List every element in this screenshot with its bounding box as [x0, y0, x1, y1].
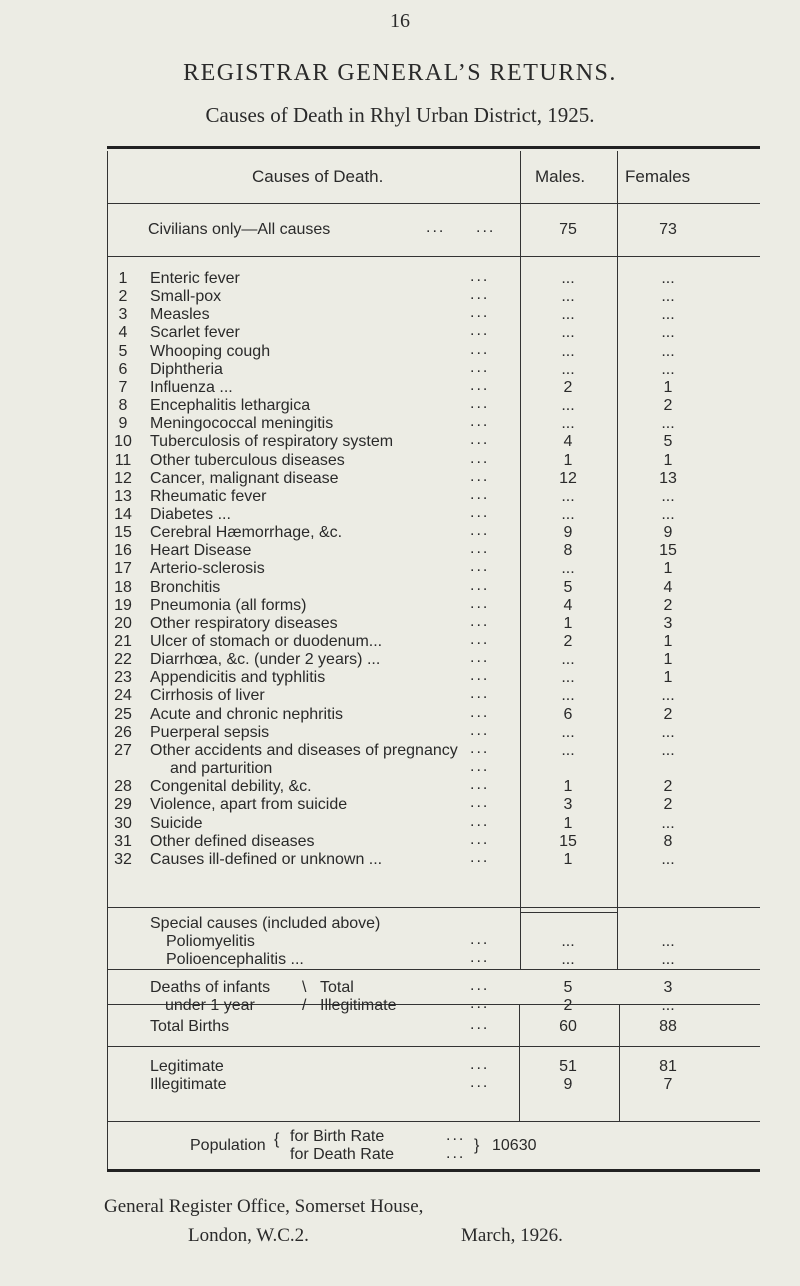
cause-label: Suicide — [150, 814, 203, 832]
cause-label: Encephalitis lethargica — [150, 397, 311, 415]
leader-dots: ... — [470, 848, 490, 866]
cause-label: Influenza ... — [150, 378, 233, 396]
cause-number: 15 — [114, 524, 132, 542]
cause-females: ... — [661, 360, 675, 378]
cause-number: 2 — [118, 288, 128, 306]
cause-males: 1 — [563, 850, 573, 868]
leader-dots: ... — [470, 703, 490, 721]
cause-males: 8 — [563, 542, 573, 560]
cause-females: 2 — [663, 778, 673, 796]
cause-females: 2 — [663, 596, 673, 614]
cause-males: 15 — [559, 832, 577, 850]
legit-males: 51 — [559, 1058, 577, 1075]
cause-females: 15 — [659, 542, 677, 560]
leader-dots: ... — [470, 931, 490, 948]
leader-dots: ... — [470, 649, 490, 667]
cause-males: ... — [561, 360, 575, 378]
cause-label: Heart Disease — [150, 542, 252, 560]
cause-males: 3 — [563, 796, 573, 814]
cause-males: ... — [561, 487, 575, 505]
cause-number: 22 — [114, 651, 132, 669]
cause-females: ... — [661, 324, 675, 342]
leader-dots: ... — [470, 1074, 490, 1091]
cause-number: 7 — [118, 378, 128, 396]
leader-dots: ... — [476, 219, 496, 236]
leader-dots: ... — [470, 449, 490, 467]
population-close-brace: } — [474, 1137, 480, 1154]
cause-label: Small-pox — [150, 288, 222, 306]
cause-label: Meningococcal meningitis — [150, 415, 334, 433]
infants-total-females: 3 — [663, 979, 673, 996]
cause-number: 20 — [114, 614, 132, 632]
cause-label: Congenital debility, &c. — [150, 778, 312, 796]
cause-number: 32 — [114, 850, 132, 868]
leader-dots: ... — [470, 485, 490, 503]
infants-brace-top: \ — [302, 979, 307, 996]
leader-dots: ... — [446, 1145, 466, 1162]
cause-label: Appendicitis and typhlitis — [150, 669, 326, 687]
causes-rule — [107, 907, 760, 908]
leader-dots: ... — [470, 977, 490, 994]
returns-table — [107, 146, 760, 1172]
cause-number: 29 — [114, 796, 132, 814]
cause-label: Scarlet fever — [150, 324, 240, 342]
cause-label: Cerebral Hæmorrhage, &c. — [150, 524, 343, 542]
special-row-males: ... — [561, 933, 575, 950]
leader-dots: ... — [470, 1016, 490, 1033]
page-number: 16 — [390, 10, 410, 32]
cause-number: 9 — [118, 415, 128, 433]
population-death: for Death Rate — [290, 1146, 395, 1163]
causes-header: Causes of Death. — [252, 167, 384, 186]
cause-females: ... — [661, 306, 675, 324]
civilians-males: 75 — [559, 221, 577, 238]
infants-label: under 1 year — [165, 997, 255, 1014]
special-row-label: Polioencephalitis ... — [166, 951, 304, 968]
leader-dots: ... — [470, 286, 490, 304]
cause-females: 8 — [663, 832, 673, 850]
leader-dots: ... — [470, 540, 490, 558]
cause-label: Other accidents and diseases of pregnancy — [150, 741, 458, 759]
cause-females: 1 — [663, 633, 673, 650]
males-column-rule-lower — [519, 1004, 520, 1121]
cause-label: Other tuberculous diseases — [150, 451, 345, 469]
special-row-males: ... — [561, 951, 575, 968]
leader-dots: ... — [470, 413, 490, 431]
cause-males: 9 — [563, 524, 573, 542]
cause-label: Cancer, malignant disease — [150, 469, 339, 487]
cause-males: ... — [561, 397, 575, 415]
cause-label: Causes ill-defined or unknown ... — [150, 850, 383, 868]
births-females: 88 — [659, 1018, 677, 1035]
cause-number: 18 — [114, 578, 132, 596]
cause-males: 4 — [563, 433, 573, 451]
leader-dots: ... — [470, 467, 490, 485]
cause-males: 1 — [563, 778, 573, 796]
cause-label: Arterio-sclerosis — [150, 560, 265, 578]
leader-dots: ... — [470, 304, 490, 322]
population-brace: { — [274, 1131, 280, 1148]
cause-males: 1 — [563, 451, 573, 469]
cause-number: 5 — [118, 342, 128, 360]
leader-dots: ... — [470, 758, 490, 776]
females-header: Females — [625, 167, 691, 186]
births-males: 60 — [559, 1018, 577, 1035]
cause-females: 5 — [663, 433, 673, 451]
cause-number: 31 — [114, 832, 132, 850]
special-heading: Special causes (included above) — [150, 915, 381, 932]
page-subtitle: Causes of Death in Rhyl Urban District, 1925. — [205, 103, 595, 127]
cause-number: 1 — [118, 270, 128, 287]
leader-dots: ... — [470, 358, 490, 376]
cause-number: 19 — [114, 596, 132, 614]
cause-females: ... — [661, 687, 675, 705]
special-row-label: Poliomyelitis — [166, 933, 255, 950]
infants-total-males: 5 — [563, 979, 573, 996]
legit-females: 81 — [659, 1058, 677, 1075]
special-row-females: ... — [661, 951, 675, 968]
cause-females: ... — [661, 723, 675, 741]
cause-males: 2 — [563, 378, 573, 396]
cause-label: Puerperal sepsis — [150, 723, 270, 741]
leader-dots: ... — [470, 739, 490, 757]
cause-females: ... — [661, 270, 675, 287]
leader-dots: ... — [470, 376, 490, 394]
cause-females: 3 — [663, 614, 673, 632]
leader-dots: ... — [470, 776, 490, 794]
population-birth: for Birth Rate — [290, 1128, 385, 1145]
cause-number: 27 — [114, 741, 132, 759]
illegit-label: Illegitimate — [150, 1076, 227, 1093]
cause-number: 26 — [114, 723, 132, 741]
cause-number: 30 — [114, 814, 132, 832]
leader-dots: ... — [470, 522, 490, 540]
cause-males: ... — [561, 324, 575, 342]
cause-label: Acute and chronic nephritis — [150, 705, 343, 723]
births-rule — [107, 1046, 760, 1047]
cause-females: 1 — [663, 451, 673, 469]
cause-females: 2 — [663, 796, 673, 814]
cause-females: 13 — [659, 469, 677, 487]
header-rule — [107, 203, 760, 204]
civilians-rule — [107, 256, 760, 257]
cause-number: 6 — [118, 360, 128, 378]
cause-label: Cirrhosis of liver — [150, 687, 265, 705]
cause-females: 1 — [663, 669, 673, 687]
cause-females: 2 — [663, 705, 673, 723]
footer-date: March, 1926. — [461, 1225, 563, 1246]
cause-label: Diarrhœa, &c. (under 2 years) ... — [150, 651, 381, 669]
females-column-rule — [617, 151, 618, 969]
leader-dots: ... — [470, 949, 490, 966]
cause-males: 1 — [563, 814, 573, 832]
civilians-label: Civilians only—All causes — [148, 221, 331, 238]
cause-males: ... — [561, 560, 575, 578]
cause-females: ... — [661, 288, 675, 306]
leader-dots: ... — [470, 685, 490, 703]
leader-dots: ... — [470, 576, 490, 594]
cause-females: 4 — [663, 578, 673, 596]
cause-males: ... — [561, 505, 575, 523]
cause-label: Other defined diseases — [150, 832, 315, 850]
cause-number: 25 — [114, 705, 132, 723]
cause-males: ... — [561, 270, 575, 287]
cause-label: Tuberculosis of respiratory system — [150, 433, 394, 451]
legit-label: Legitimate — [150, 1058, 224, 1075]
leader-dots: ... — [470, 268, 490, 285]
cause-label: Measles — [150, 306, 210, 324]
cause-males: 1 — [563, 614, 573, 632]
leader-dots: ... — [470, 721, 490, 739]
cause-number: 12 — [114, 469, 132, 487]
cause-label: Enteric fever — [150, 270, 240, 287]
cause-males: 5 — [563, 578, 573, 596]
leader-dots: ... — [470, 395, 490, 413]
special-row-females: ... — [661, 933, 675, 950]
infants-illegit-label: Illegitimate — [320, 997, 397, 1014]
leader-dots: ... — [470, 995, 490, 1012]
special-bottom-rule — [107, 969, 760, 970]
leader-dots: ... — [470, 830, 490, 848]
leader-dots: ... — [426, 219, 446, 236]
population-label: Population — [190, 1137, 266, 1154]
cause-number: 24 — [114, 687, 132, 705]
cause-females: ... — [661, 415, 675, 433]
cause-females: ... — [661, 487, 675, 505]
cause-females: 9 — [663, 524, 673, 542]
cause-label: Other respiratory diseases — [150, 614, 338, 632]
cause-males: ... — [561, 669, 575, 687]
leader-dots: ... — [470, 1056, 490, 1073]
legit-rule — [107, 1121, 760, 1122]
births-label: Total Births — [150, 1018, 230, 1035]
cause-females: 1 — [663, 560, 673, 578]
leader-dots: ... — [470, 812, 490, 830]
cause-number: 13 — [114, 487, 132, 505]
cause-number: 21 — [114, 633, 132, 650]
cause-label: Bronchitis — [150, 578, 221, 596]
cause-females: 2 — [663, 397, 673, 415]
cause-label: Ulcer of stomach or duodenum... — [150, 633, 383, 650]
cause-males: ... — [561, 741, 575, 759]
cause-label: Pneumonia (all forms) — [150, 596, 307, 614]
cause-label: Diphtheria — [150, 360, 223, 378]
cause-number: 14 — [114, 505, 132, 523]
cause-males: ... — [561, 306, 575, 324]
cause-number: 16 — [114, 542, 132, 560]
cause-males: ... — [561, 687, 575, 705]
cause-males: 12 — [559, 469, 577, 487]
cause-females: 1 — [663, 378, 673, 396]
cause-number: 10 — [114, 433, 132, 451]
cause-males: 4 — [563, 596, 573, 614]
cause-number: 8 — [118, 397, 128, 415]
leader-dots: ... — [470, 431, 490, 449]
males-header: Males. — [535, 167, 586, 186]
cause-label-continued: and parturition — [170, 760, 273, 778]
cause-males: ... — [561, 723, 575, 741]
footer-office: General Register Office, Somerset House, — [104, 1196, 424, 1217]
infants-total-label: Total — [320, 979, 354, 996]
leader-dots: ... — [470, 503, 490, 521]
leader-dots: ... — [470, 631, 490, 648]
leader-dots: ... — [470, 667, 490, 685]
cause-males: 6 — [563, 705, 573, 723]
cause-males: ... — [561, 288, 575, 306]
cause-males: ... — [561, 651, 575, 669]
infants-illegit-females: ... — [661, 997, 675, 1014]
infants-brace-bottom: / — [302, 997, 307, 1014]
cause-label: Violence, apart from suicide — [150, 796, 348, 814]
illegit-females: 7 — [663, 1076, 673, 1093]
leader-dots: ... — [446, 1127, 466, 1144]
leader-dots: ... — [470, 794, 490, 812]
illegit-males: 9 — [563, 1076, 573, 1093]
cause-females: ... — [661, 741, 675, 759]
cause-number: 28 — [114, 778, 132, 796]
cause-number: 4 — [118, 324, 128, 342]
cause-label: Diabetes ... — [150, 505, 231, 523]
civilians-females: 73 — [659, 221, 677, 238]
cause-males: 2 — [563, 633, 573, 650]
leader-dots: ... — [470, 322, 490, 340]
infants-label: Deaths of infants — [150, 979, 271, 996]
cause-number: 23 — [114, 669, 132, 687]
females-column-rule-lower — [619, 1004, 620, 1121]
cause-females: ... — [661, 505, 675, 523]
cause-number: 3 — [118, 306, 128, 324]
population-value: 10630 — [492, 1137, 537, 1154]
special-rule — [520, 912, 617, 913]
cause-label: Whooping cough — [150, 342, 271, 360]
cause-males: ... — [561, 415, 575, 433]
cause-number: 17 — [114, 560, 132, 578]
cause-number: 11 — [114, 451, 132, 469]
cause-females: ... — [661, 342, 675, 360]
cause-males: ... — [561, 342, 575, 360]
leader-dots: ... — [470, 594, 490, 612]
footer-city: London, W.C.2. — [188, 1225, 309, 1246]
cause-females: ... — [661, 850, 675, 868]
cause-females: ... — [661, 814, 675, 832]
infants-illegit-males: 2 — [563, 997, 573, 1014]
leader-dots: ... — [470, 340, 490, 358]
leader-dots: ... — [470, 558, 490, 576]
cause-females: 1 — [663, 651, 673, 669]
cause-label: Rheumatic fever — [150, 487, 267, 505]
leader-dots: ... — [470, 612, 490, 630]
page-title: REGISTRAR GENERAL’S RETURNS. — [183, 60, 617, 86]
